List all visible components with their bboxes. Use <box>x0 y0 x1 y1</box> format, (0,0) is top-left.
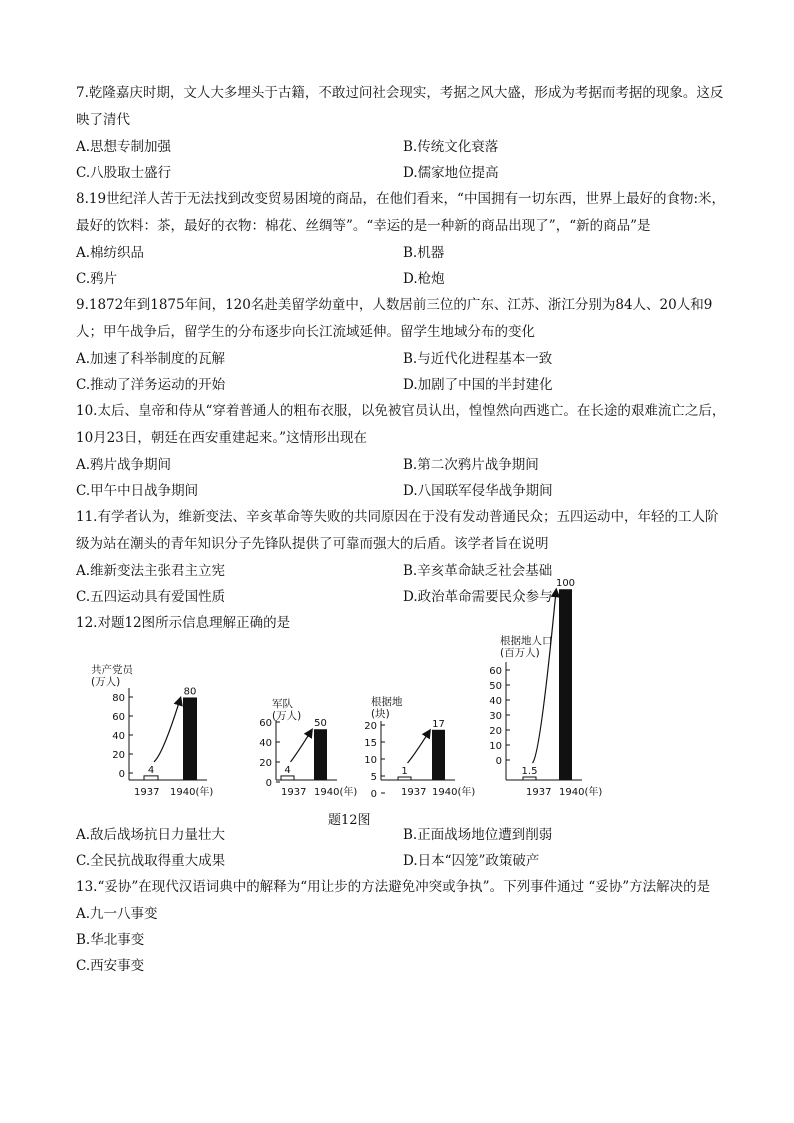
x-tick-label: 1937 <box>401 787 427 798</box>
data-label: 1 <box>401 766 408 777</box>
question-12-stem: 12.对题12图所示信息理解正确的是 <box>76 615 291 631</box>
option-c[interactable]: C.八股取士盛行 <box>76 165 172 181</box>
bar-1937 <box>398 777 411 780</box>
chart-title: (万人) <box>272 710 302 722</box>
bar-1937 <box>281 776 294 780</box>
data-label: 1.5 <box>521 766 538 777</box>
option-b[interactable]: B.机器 <box>403 245 445 261</box>
x-tick-label: 1940(年) <box>559 787 603 798</box>
option-d[interactable]: D.加剧了中国的半封建化 <box>403 377 553 393</box>
chart-title: 军队 <box>272 698 293 710</box>
option-a[interactable]: A.九一八事变 <box>76 906 158 922</box>
option-b[interactable]: B.与近代化进程基本一致 <box>403 351 553 367</box>
y-tick-label: 50 <box>489 681 502 692</box>
option-a[interactable]: A.鸦片战争期间 <box>76 457 172 473</box>
option-c[interactable]: C.甲午中日战争期间 <box>76 483 199 499</box>
option-c[interactable]: C.全民抗战取得重大成果 <box>76 853 226 869</box>
question-12-options <box>76 822 726 874</box>
option-d[interactable]: D.八国联军侵华战争期间 <box>403 483 553 499</box>
option-c[interactable]: C.推动了洋务运动的开始 <box>76 377 226 393</box>
question-11-options <box>76 558 726 610</box>
trend-arrow <box>291 731 312 762</box>
y-tick-label: 40 <box>489 696 502 707</box>
x-tick-label: 1940(年) <box>314 787 358 798</box>
y-tick-label: 60 <box>489 666 502 677</box>
y-tick-label: 80 <box>112 693 125 704</box>
chart-title: 根据地人口 <box>500 635 553 647</box>
y-tick-label: 40 <box>259 738 272 749</box>
bar-1937 <box>523 777 536 780</box>
y-tick-label: 0 <box>370 789 377 800</box>
question-8-stem: 8.19世纪洋人苦于无法找到改变贸易困境的商品，在他们看来，“中国拥有一切东西，世界上最好的食物:米，最好的饮料：茶，最好的衣物：棉花、丝绸等”。“幸运的是一种新的商品出现了”，“新的商品”是 <box>76 191 726 234</box>
question-8-options <box>76 240 726 292</box>
y-tick-label: 20 <box>112 750 125 761</box>
option-a[interactable]: A.敌后战场抗日力量壮大 <box>76 827 226 843</box>
x-tick-label: 1940(年) <box>432 787 476 798</box>
bar-1940 <box>183 697 197 780</box>
y-tick-label: 20 <box>489 726 502 737</box>
data-label: 80 <box>183 686 197 698</box>
option-c[interactable]: C.西安事变 <box>76 958 145 974</box>
y-tick-label: 60 <box>259 718 272 729</box>
y-tick-label: 60 <box>112 712 125 723</box>
question-13-stem: 13.“妥协”在现代汉语词典中的解释为“用让步的方法避免冲突或争执”。下列事件通过 “妥协”方法解决的是 <box>76 879 711 895</box>
chart-title: (块) <box>371 708 390 720</box>
y-tick-label: 0 <box>495 756 502 767</box>
option-d[interactable]: D.儒家地位提高 <box>403 165 499 181</box>
y-tick-label: 10 <box>364 755 377 766</box>
question-10-stem: 10.太后、皇帝和侍从“穿着普通人的粗布衣服，以免被官员认出，惶惶然向西逃亡。在长途的艰难流亡之后，10月23日，朝廷在西安重建起来。”这情形出现在 <box>76 403 726 446</box>
option-c[interactable]: C.鸦片 <box>76 271 118 287</box>
question-9-options <box>76 346 726 398</box>
question-9-stem: 9.1872年到1875年间，120名赴美留学幼童中，人数居前三位的广东、江苏、浙江分别为84人、20人和9人；甲午战争后，留学生的分布逐步向长江流域延伸。留学生地域分布的变化 <box>76 297 713 340</box>
question-10-options <box>76 452 726 504</box>
trend-arrow <box>154 699 180 761</box>
option-b[interactable]: B.传统文化衰落 <box>403 139 499 155</box>
chart-title: (万人) <box>91 676 121 688</box>
bar-1940 <box>314 729 327 780</box>
question-11-stem: 11.有学者认为，维新变法、辛亥革命等失败的共同原因在于没有发动普通民众；五四运动中，年轻的工人阶级为站在潮头的青年知识分子先锋队提供了可靠而强大的后盾。该学者旨在说明 <box>76 509 719 552</box>
data-label: 50 <box>314 718 327 730</box>
data-label: 100 <box>555 578 576 590</box>
y-tick-label: 40 <box>112 731 125 742</box>
option-a[interactable]: A.加速了科举制度的瓦解 <box>76 351 226 367</box>
x-tick-label: 1940(年) <box>170 787 214 798</box>
exam-page <box>76 80 726 979</box>
y-tick-label: 10 <box>489 741 502 752</box>
y-tick-label: 20 <box>259 758 272 769</box>
option-a[interactable]: A.思想专制加强 <box>76 139 172 155</box>
bar-1940 <box>432 730 445 780</box>
option-b[interactable]: B.第二次鸦片战争期间 <box>403 457 539 473</box>
option-b[interactable]: B.正面战场地位遭到削弱 <box>403 827 553 843</box>
chart-title: 根据地 <box>371 696 403 708</box>
option-d[interactable]: D.日本“囚笼”政策破产 <box>403 853 540 869</box>
option-a[interactable]: A.维新变法主张君主立宪 <box>76 563 226 579</box>
y-tick-label: 20 <box>364 721 377 732</box>
figure-caption: 题12图 <box>328 813 371 828</box>
trend-arrow <box>408 732 430 763</box>
question-7-options <box>76 134 726 186</box>
bar-1937 <box>144 776 158 780</box>
option-d[interactable]: D.枪炮 <box>403 271 445 287</box>
option-c[interactable]: C.五四运动具有爱国性质 <box>76 589 226 605</box>
data-label: 4 <box>284 764 291 776</box>
option-b[interactable]: B.华北事变 <box>76 932 145 948</box>
y-tick-label: 30 <box>489 711 502 722</box>
option-d[interactable]: D.政治革命需要民众参与 <box>403 589 553 605</box>
x-tick-label: 1937 <box>281 787 307 798</box>
bar-1940 <box>559 589 572 780</box>
option-a[interactable]: A.棉纺织品 <box>76 245 145 261</box>
data-label: 4 <box>147 764 155 776</box>
question-7-stem: 7.乾隆嘉庆时期，文人大多埋头于古籍，不敢过问社会现实，考据之风大盛，形成为考据而考据的现象。这反映了清代 <box>76 85 724 128</box>
chart-title: 共产党员 <box>91 664 133 676</box>
y-tick-label: 0 <box>118 769 125 780</box>
data-label: 17 <box>432 718 445 730</box>
x-tick-label: 1937 <box>526 787 552 798</box>
y-tick-label: 15 <box>364 738 377 749</box>
y-tick-label: 5 <box>370 772 377 783</box>
option-b[interactable]: B.辛亥革命缺乏社会基础 <box>403 563 553 579</box>
chart-title: (百万人) <box>500 647 540 659</box>
y-tick-label: 0 <box>265 778 272 789</box>
x-tick-label: 1937 <box>134 787 160 798</box>
